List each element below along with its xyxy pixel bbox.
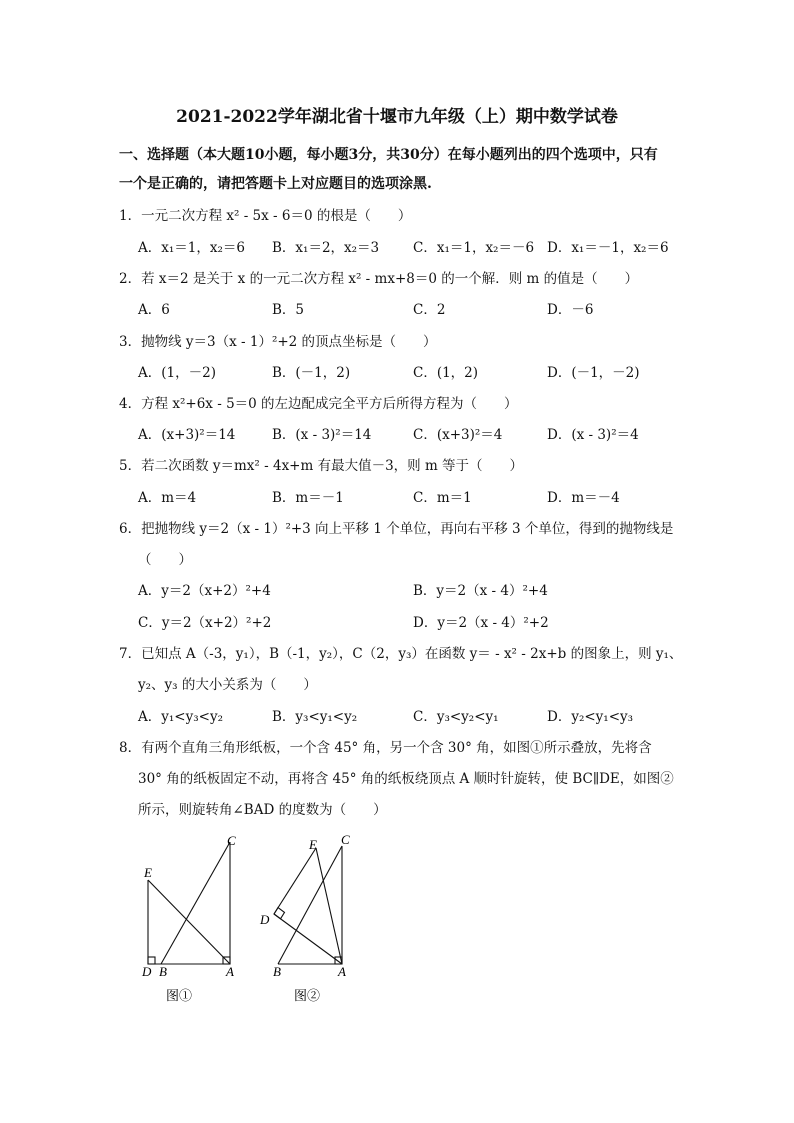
- figure-1: [135, 830, 275, 1010]
- fig1-label-a: A: [226, 964, 234, 979]
- q4-option-c: C．(x+3)²＝4: [413, 427, 503, 443]
- q7-option-c: C．y₃<y₂<y₁: [413, 709, 499, 725]
- q5-option-a: A．m＝4: [138, 490, 197, 506]
- fig2-line-bc: [278, 846, 342, 964]
- fig1-label-e: E: [144, 865, 152, 880]
- question-6-stem-line-2: （ ）: [138, 552, 192, 568]
- fig1-label-b: B: [159, 964, 167, 979]
- question-8-stem-line-3: 所示，则旋转角∠BAD 的度数为（ ）: [138, 802, 387, 818]
- fig2-label-b: B: [273, 964, 281, 979]
- fig2-label-d: D: [260, 912, 270, 927]
- fig1-right-angle-d: [148, 957, 155, 964]
- q3-option-c: C．(1，2): [413, 365, 479, 381]
- q1-option-c: C．x₁＝1，x₂＝－6: [413, 240, 535, 256]
- fig1-caption: 图①: [166, 988, 193, 1003]
- question-2-stem: 2．若 x＝2 是关于 x 的一元二次方程 x² - mx+8＝0 的一个解．则 m 的值是（ ）: [119, 271, 639, 287]
- figure-2: [258, 830, 388, 1010]
- question-7-stem-line-1: 7．已知点 A（-3，y₁），B（-1，y₂），C（2，y₃）在函数 y＝ - x² - 2x+b 的图象上，则 y₁、: [119, 646, 683, 662]
- fig1-label-c: C: [227, 833, 236, 848]
- q4-option-b: B．(x - 3)²＝14: [272, 427, 372, 443]
- q6-option-b: B．y＝2（x - 4）²+4: [413, 583, 548, 599]
- q2-option-a: A．6: [138, 302, 170, 318]
- question-8-stem-line-2: 30° 角的纸板固定不动，再将含 45° 角的纸板绕顶点 A 顺时针旋转，使 BC∥DE，如图②: [138, 771, 674, 787]
- q6-option-a: A．y＝2（x+2）²+4: [138, 583, 271, 599]
- fig2-label-a: A: [338, 964, 346, 979]
- question-3-stem: 3．抛物线 y＝3（x - 1）²+2 的顶点坐标是（ ）: [119, 334, 437, 350]
- fig1-label-d: D: [142, 964, 152, 979]
- q1-option-a: A．x₁＝1，x₂＝6: [138, 240, 245, 256]
- section-header-line-1: 一、选择题（本大题10小题，每小题3分，共30分）在每小题列出的四个选项中，只有: [119, 147, 658, 163]
- question-8-stem-line-1: 8．有两个直角三角形纸板，一个含 45° 角，另一个含 30° 角，如图①所示叠放，先将含: [119, 740, 652, 756]
- q2-option-d: D．－6: [547, 302, 594, 318]
- question-1-stem: 1．一元二次方程 x² - 5x - 6＝0 的根是（ ）: [119, 208, 412, 224]
- q6-option-d: D．y＝2（x - 4）²+2: [413, 615, 549, 631]
- fig2-label-c: C: [341, 832, 350, 847]
- q3-option-b: B．(－1，2): [272, 365, 351, 381]
- fig1-line-bc: [161, 842, 230, 964]
- question-5-stem: 5．若二次函数 y＝mx² - 4x+m 有最大值－3，则 m 等于（ ）: [119, 458, 524, 474]
- question-7-stem-line-2: y₂、y₃ 的大小关系为（ ）: [138, 677, 317, 693]
- q7-option-d: D．y₂<y₁<y₃: [547, 709, 634, 725]
- q1-option-d: D．x₁＝－1，x₂＝6: [547, 240, 669, 256]
- q6-option-c: C．y＝2（x+2）²+2: [138, 615, 272, 631]
- q4-option-d: D．(x - 3)²＝4: [547, 427, 639, 443]
- fig2-line-de: [274, 848, 316, 914]
- fig2-caption: 图②: [294, 988, 321, 1003]
- q5-option-d: D．m＝－4: [547, 490, 620, 506]
- question-6-stem-line-1: 6．把抛物线 y＝2（x - 1）²+3 向上平移 1 个单位，再向右平移 3 个单位，得到的抛物线是: [119, 521, 674, 537]
- fig2-line-ea: [316, 848, 342, 964]
- q5-option-b: B．m＝－1: [272, 490, 344, 506]
- q7-option-a: A．y₁<y₃<y₂: [138, 709, 223, 725]
- q1-option-b: B．x₁＝2，x₂＝3: [272, 240, 380, 256]
- fig2-label-e: E: [309, 837, 317, 852]
- q3-option-d: D．(－1，－2): [547, 365, 640, 381]
- question-4-stem: 4．方程 x²+6x - 5＝0 的左边配成完全平方后所得方程为（ ）: [119, 396, 518, 412]
- page-title: 2021-2022学年湖北省十堰市九年级（上）期中数学试卷: [176, 107, 618, 127]
- q2-option-c: C．2: [413, 302, 446, 318]
- fig1-line-ea: [148, 880, 230, 964]
- fig2-line-da: [274, 914, 342, 964]
- q2-option-b: B．5: [272, 302, 305, 318]
- q5-option-c: C．m＝1: [413, 490, 472, 506]
- q7-option-b: B．y₃<y₁<y₂: [272, 709, 358, 725]
- q4-option-a: A．(x+3)²＝14: [138, 427, 236, 443]
- section-header-line-2: 一个是正确的，请把答题卡上对应题目的选项涂黑.: [119, 176, 432, 192]
- fig2-right-angle-d: [274, 908, 285, 919]
- q3-option-a: A．(1，－2): [138, 365, 216, 381]
